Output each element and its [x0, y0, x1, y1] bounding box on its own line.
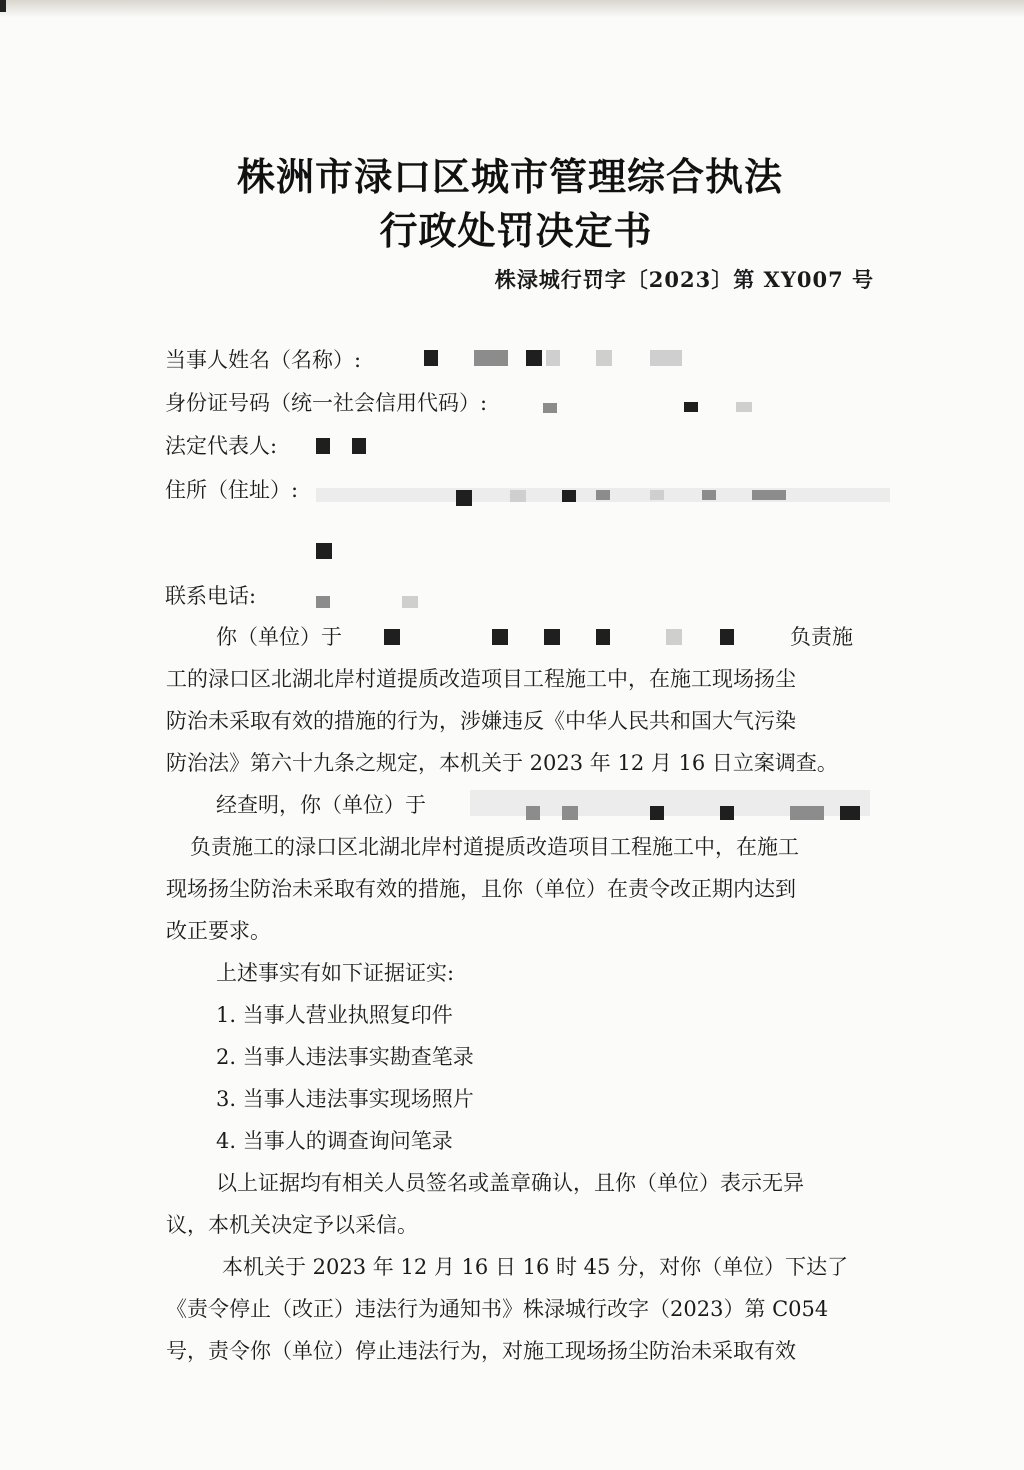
- para1-line1-end: 负责施: [790, 625, 853, 649]
- redaction: [702, 490, 716, 500]
- redaction: [650, 490, 664, 500]
- para2-line4: 改正要求。: [166, 919, 271, 943]
- redaction: [544, 629, 560, 645]
- para3-line2: 议，本机关决定予以采信。: [166, 1213, 418, 1237]
- redaction: [650, 350, 682, 366]
- evidence-intro: 上述事实有如下证据证实:: [216, 961, 455, 985]
- para4-line3: 号，责令你（单位）停止违法行为，对施工现场扬尘防治未采取有效: [166, 1339, 796, 1363]
- redaction: [474, 350, 508, 366]
- redaction: [492, 629, 508, 645]
- redaction: [456, 490, 472, 506]
- phone-label: 联系电话:: [165, 584, 257, 608]
- redaction: [840, 806, 860, 820]
- redaction: [510, 490, 526, 502]
- redaction: [596, 490, 610, 500]
- para1-line1-start: 你（单位）于: [216, 625, 342, 649]
- para4-line2: 《责令停止（改正）违法行为通知书》株渌城行改字（2023）第 C054: [166, 1297, 829, 1321]
- redaction: [650, 806, 664, 820]
- redaction: [596, 629, 610, 645]
- redaction: [720, 806, 734, 820]
- redaction: [526, 350, 542, 366]
- para1-line2: 工的渌口区北湖北岸村道提质改造项目工程施工中，在施工现场扬尘: [166, 667, 796, 691]
- redaction: [562, 806, 578, 820]
- para1-line4: 防治法》第六十九条之规定，本机关于 2023 年 12 月 16 日立案调查。: [166, 751, 838, 775]
- evidence-item: 3. 当事人违法事实现场照片: [216, 1087, 474, 1111]
- evidence-item: 2. 当事人违法事实勘查笔录: [216, 1045, 474, 1069]
- evidence-item: 4. 当事人的调查询问笔录: [216, 1129, 453, 1153]
- scan-edge: [0, 0, 1024, 18]
- redaction: [752, 490, 786, 500]
- evidence-item: 1. 当事人营业执照复印件: [216, 1003, 453, 1027]
- redaction: [596, 350, 612, 366]
- redaction: [543, 403, 557, 413]
- redaction: [424, 350, 438, 366]
- corner-mark: [0, 0, 6, 12]
- redaction: [546, 350, 560, 366]
- redaction: [384, 629, 400, 645]
- redaction: [316, 438, 330, 454]
- document-title-line2: 行政处罚决定书: [379, 209, 653, 253]
- document-number: 株渌城行罚字〔2023〕第 XY007 号: [494, 267, 874, 292]
- para1-line3: 防治未采取有效的措施的行为，涉嫌违反《中华人民共和国大气污染: [166, 709, 796, 733]
- para4-line1: 本机关于 2023 年 12 月 16 日 16 时 45 分，对你（单位）下达了: [222, 1255, 849, 1279]
- legal-rep-label: 法定代表人:: [165, 434, 278, 458]
- redaction: [402, 596, 418, 608]
- para2-line2: 负责施工的渌口区北湖北岸村道提质改造项目工程施工中，在施工: [190, 835, 799, 859]
- document-title-line1: 株洲市渌口区城市管理综合执法: [236, 155, 783, 199]
- para2-line3: 现场扬尘防治未采取有效的措施，且你（单位）在责令改正期内达到: [166, 877, 796, 901]
- party-name-label: 当事人姓名（名称）:: [165, 348, 362, 372]
- redaction: [720, 629, 734, 645]
- redaction: [316, 596, 330, 608]
- redaction: [562, 490, 576, 502]
- redaction: [526, 806, 540, 820]
- redaction: [790, 806, 824, 820]
- address-label: 住所（住址）:: [165, 478, 299, 502]
- redaction: [352, 438, 366, 454]
- redaction: [666, 629, 682, 645]
- redaction: [684, 402, 698, 412]
- redaction: [736, 402, 752, 412]
- para2-line1-start: 经查明，你（单位）于: [216, 793, 426, 817]
- para3-line1: 以上证据均有相关人员签名或盖章确认，且你（单位）表示无异: [216, 1171, 804, 1195]
- redaction: [316, 543, 332, 559]
- party-id-label: 身份证号码（统一社会信用代码）:: [165, 391, 488, 415]
